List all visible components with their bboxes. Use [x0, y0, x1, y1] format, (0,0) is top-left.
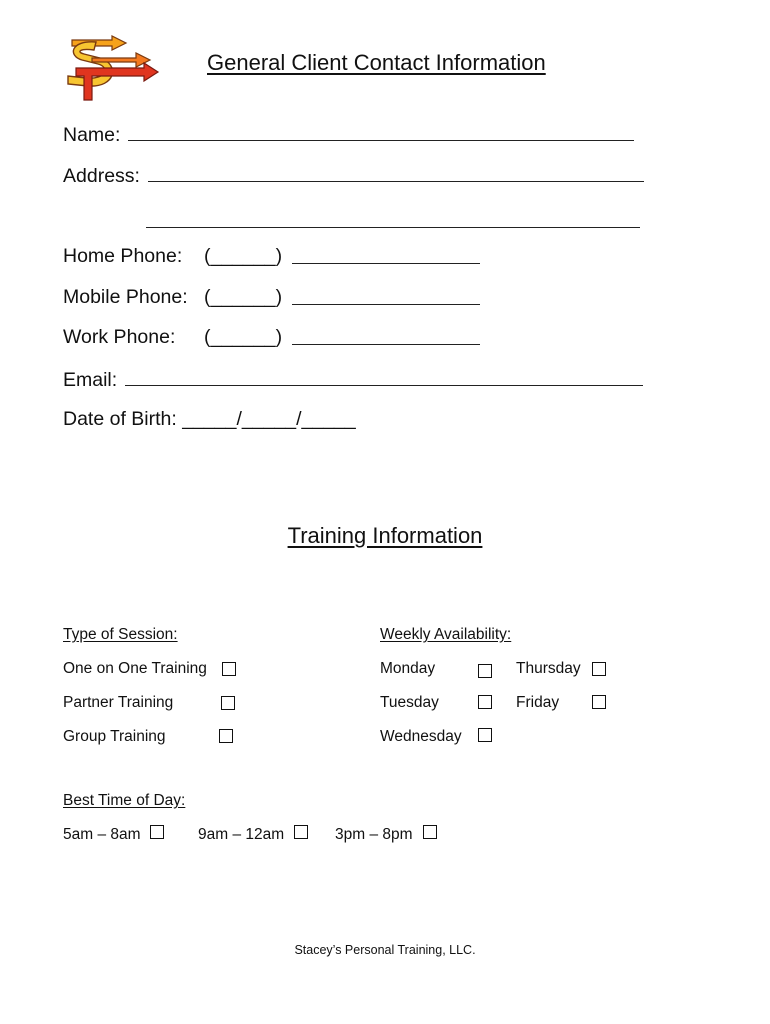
- training-title: Training Information: [287, 523, 483, 548]
- group-checkbox[interactable]: [219, 729, 233, 743]
- friday-checkbox[interactable]: [592, 695, 606, 709]
- mobile-phone-label: Mobile Phone:: [63, 286, 188, 308]
- work-phone-row: [63, 326, 283, 349]
- session-option-group: Group Training: [63, 728, 166, 745]
- availability-heading: Weekly Availability:: [380, 626, 512, 643]
- monday-checkbox[interactable]: [478, 664, 492, 678]
- mobile-phone-area-code[interactable]: (______): [204, 286, 283, 308]
- company-logo: [62, 34, 162, 104]
- email-label: Email:: [63, 369, 118, 391]
- wednesday-checkbox[interactable]: [478, 728, 492, 742]
- session-option-one-on-one: One on One Training: [63, 660, 207, 677]
- partner-checkbox[interactable]: [221, 696, 235, 710]
- day-wednesday: Wednesday: [380, 728, 462, 745]
- day-friday: Friday: [516, 694, 560, 711]
- day-monday: Monday: [380, 660, 436, 677]
- session-heading: Type of Session:: [63, 626, 178, 643]
- day-thursday: Thursday: [516, 660, 581, 677]
- tuesday-checkbox[interactable]: [478, 695, 492, 709]
- address-label: Address:: [63, 165, 140, 187]
- name-label: Name:: [63, 124, 121, 146]
- work-phone-number-field[interactable]: [292, 326, 480, 345]
- time-heading: Best Time of Day:: [63, 792, 186, 809]
- email-row: [63, 367, 643, 392]
- footer-text: Stacey’s Personal Training, LLC.: [294, 943, 476, 957]
- address-field-2[interactable]: [146, 209, 640, 228]
- dob-field[interactable]: _____/_____/_____: [182, 408, 356, 430]
- early-time-checkbox[interactable]: [150, 825, 164, 839]
- time-option-evening: 3pm – 8pm: [335, 826, 413, 843]
- work-phone-area-code[interactable]: (______): [204, 326, 283, 348]
- name-row: [63, 122, 634, 147]
- spt-arrows-logo-icon: [62, 34, 162, 104]
- evening-time-checkbox[interactable]: [423, 825, 437, 839]
- mobile-phone-number-field[interactable]: [292, 286, 480, 305]
- mobile-phone-row: [63, 286, 283, 309]
- home-phone-label: Home Phone:: [63, 245, 183, 267]
- address-row: [63, 163, 644, 188]
- time-option-midday: 9am – 12am: [198, 826, 285, 843]
- name-field[interactable]: [128, 122, 634, 141]
- address-field-1[interactable]: [148, 163, 644, 182]
- dob-row: [63, 408, 356, 431]
- email-field[interactable]: [125, 367, 643, 386]
- one-on-one-checkbox[interactable]: [222, 662, 236, 676]
- work-phone-label: Work Phone:: [63, 326, 176, 348]
- dob-label: Date of Birth:: [63, 408, 177, 430]
- thursday-checkbox[interactable]: [592, 662, 606, 676]
- home-phone-number-field[interactable]: [292, 245, 480, 264]
- midday-time-checkbox[interactable]: [294, 825, 308, 839]
- address-row-2: [146, 209, 640, 233]
- home-phone-row: [63, 245, 283, 268]
- time-option-early: 5am – 8am: [63, 826, 141, 843]
- form-title: General Client Contact Information: [207, 50, 546, 75]
- home-phone-area-code[interactable]: (______): [204, 245, 283, 267]
- day-tuesday: Tuesday: [380, 694, 439, 711]
- session-option-partner: Partner Training: [63, 694, 174, 711]
